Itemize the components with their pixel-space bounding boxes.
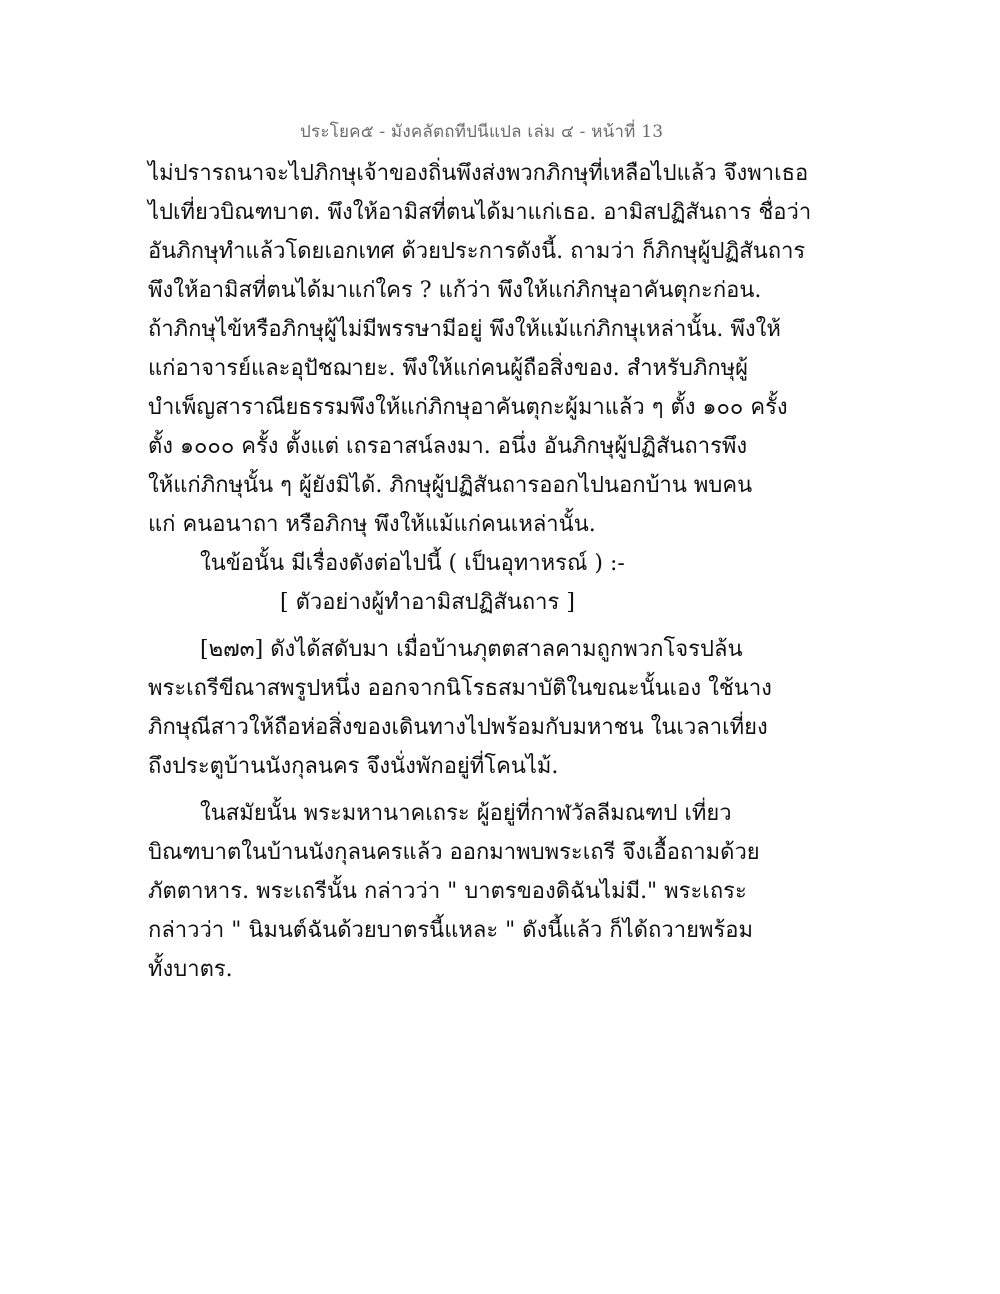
body-text xyxy=(148,154,812,989)
text-line: [๒๗๓] ดังได้สดับมา เมื่อบ้านภุตตสาลคามถูกพวกโจรปล้น xyxy=(200,637,743,662)
paragraph xyxy=(148,154,812,544)
text-line: อันภิกษุทำแล้วโดยเอกเทศ ด้วยประการดังนี้. ถามว่า ก็ภิกษุผู้ปฏิสันถาร xyxy=(148,239,806,264)
text-line: พระเถรีขีณาสพรูปหนึ่ง ออกจากนิโรธสมาบัติในขณะนั้นเอง ใช้นาง xyxy=(148,676,772,701)
paragraph xyxy=(148,794,788,989)
paragraph xyxy=(148,630,788,786)
running-header: ประโยค๕ - มังคลัตถทีปนีแปล เล่ม ๔ - หน้าที่ 13 xyxy=(300,122,664,142)
section-heading: [ ตัวอย่างผู้ทำอามิสปฏิสันถาร ] xyxy=(280,590,575,615)
text-line: ทั้งบาตร. xyxy=(148,957,233,982)
text-line: ไม่ปรารถนาจะไปภิกษุเจ้าของถิ่นพึงส่งพวกภิกษุที่เหลือไปแล้ว จึงพาเธอ xyxy=(148,161,809,186)
paragraph: ในข้อนั้น มีเรื่องดังต่อไปนี้ ( เป็นอุทาหรณ์ ) :- xyxy=(200,551,625,576)
text-line: แก่อาจารย์และอุปัชฌายะ. พึงให้แก่คนผู้ถือสิ่งของ. สำหรับภิกษุผู้ xyxy=(148,356,749,381)
text-line: ไปเที่ยวบิณฑบาต. พึงให้อามิสที่ตนได้มาแก่เธอ. อามิสปฏิสันถาร ชื่อว่า xyxy=(148,200,812,225)
spacer xyxy=(148,622,788,630)
text-line: ตั้ง ๑๐๐๐ ครั้ง ตั้งแต่ เถรอาสน์ลงมา. อนึ่ง อันภิกษุผู้ปฏิสันถารพึง xyxy=(148,434,748,459)
text-line: บำเพ็ญสาราณียธรรมพึงให้แก่ภิกษุอาคันตุกะผู้มาแล้ว ๆ ตั้ง ๑๐๐ ครั้ง xyxy=(148,395,788,420)
text-line: ถึงประตูบ้านนังกุลนคร จึงนั่งพักอยู่ที่โคนไม้. xyxy=(148,754,559,779)
text-line: ในสมัยนั้น พระมหานาคเถระ ผู้อยู่ที่กาฬวัลลีมณฑป เที่ยว xyxy=(200,801,732,826)
text-line: ถ้าภิกษุไข้หรือภิกษุผู้ไม่มีพรรษามีอยู่ พึงให้แม้แก่ภิกษุเหล่านั้น. พึงให้ xyxy=(148,317,781,342)
spacer xyxy=(148,786,788,794)
text-line: ภิกษุณีสาวให้ถือห่อสิ่งของเดินทางไปพร้อมกับมหาชน ในเวลาเที่ยง xyxy=(148,715,768,740)
text-line: บิณฑบาตในบ้านนังกุลนครแล้ว ออกมาพบพระเถรี จึงเอื้อถามด้วย xyxy=(148,840,760,865)
text-line: กล่าวว่า " นิมนต์ฉันด้วยบาตรนี้แหละ " ดังนี้แล้ว ก็ได้ถวายพร้อม xyxy=(148,918,753,943)
text-line: ภัตตาหาร. พระเถรีนั้น กล่าวว่า " บาตรของดิฉันไม่มี." พระเถระ xyxy=(148,879,747,904)
text-line: พึงให้อามิสที่ตนได้มาแก่ใคร ? แก้ว่า พึงให้แก่ภิกษุอาคันตุกะก่อน. xyxy=(148,278,762,303)
text-line: แก่ คนอนาถา หรือภิกษุ พึงให้แม้แก่คนเหล่านั้น. xyxy=(148,512,596,537)
text-line: ให้แก่ภิกษุนั้น ๆ ผู้ยังมิได้. ภิกษุผู้ปฏิสันถารออกไปนอกบ้าน พบคน xyxy=(148,473,753,498)
